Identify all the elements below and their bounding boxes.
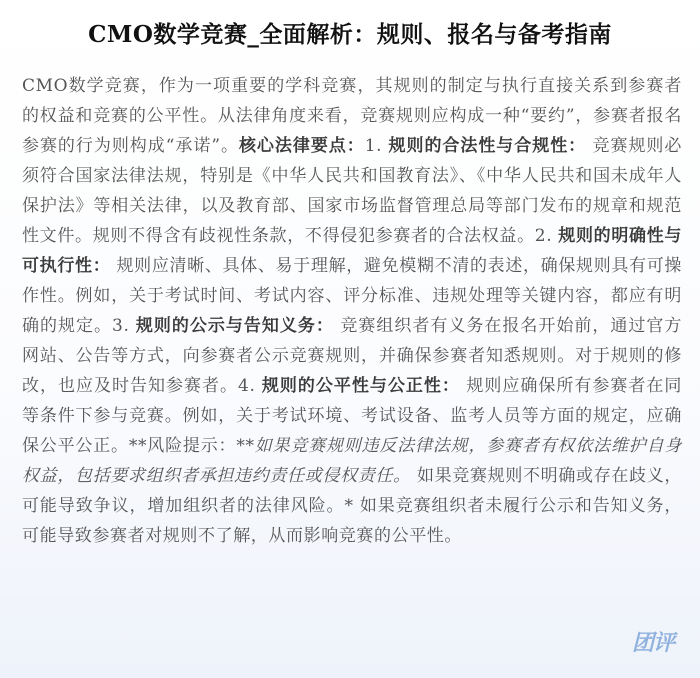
page-title: CMO数学竞赛_全面解析：规则、报名与备考指南 (88, 21, 612, 48)
point-heading-3: 规则的公示与告知义务： (135, 316, 334, 336)
risk-prefix: **风险提示：** (128, 436, 255, 456)
point-number-4: 4. (238, 376, 256, 396)
watermark-logo (628, 626, 678, 656)
intro-text: CMO数学竞赛，作为一项重要的学科竞赛，其规则的制定与执行直接关系到参赛者的权益和竞赛的公平性。从法律角度来看，竞赛规则应构成一种“要约”，参赛者报名参赛的行为则构成“承诺”。 (22, 76, 682, 156)
point-heading-4: 规则的公平性与公正性： (261, 376, 460, 396)
point-text-3: 竞赛组织者有义务在报名开始前，通过官方网站、公告等方式，向参赛者公示竞赛规则，并确保参赛者知悉规则。对于规则的修改，也应及时告知参赛者。 (22, 316, 683, 396)
risk-text: 如果竞赛规则不明确或存在歧义，可能导致争议，增加组织者的法律风险。* 如果竞赛组织者未履行公示和告知义务，可能导致参赛者对规则不了解，从而影响竞赛的公平性。 (22, 466, 683, 546)
article-body (22, 71, 682, 551)
watermark-logo-text: 团评 (631, 630, 674, 656)
point-number-2: 2. (534, 226, 553, 246)
risk-italic-text: 如果竞赛规则违反法律法规，参赛者有权依法维护自身权益，包括要求组织者承担违约责任或侵权责任。 (22, 436, 682, 486)
point-text-1: 竞赛规则必须符合国家法律法规，特别是《中华人民共和国教育法》、《中华人民共和国未成年人保护法》等相关法律，以及教育部、国家市场监督管理总局等部门发布的规章和规范性文件。规则不得含有歧视性条款，不得侵犯参赛者的合法权益。 (22, 136, 682, 246)
point-heading-1: 规则的合法性与合规性： (388, 136, 587, 156)
key-points-heading: 核心法律要点： (238, 136, 365, 156)
point-text-4: 规则应确保所有参赛者在同等条件下参与竞赛。例如，关于考试环境、考试设备、监考人员等方面的规定，应确保公平公正。 (22, 376, 682, 456)
point-heading-2: 规则的明确性与可执行性： (22, 226, 682, 276)
point-number-1: 1. (364, 136, 383, 156)
point-number-3: 3. (112, 316, 130, 336)
point-text-2: 规则应清晰、具体、易于理解，避免模糊不清的表述，确保规则具有可操作性。例如，关于考试时间、考试内容、评分标准、违规处理等关键内容，都应有明确的规定。 (22, 256, 683, 336)
